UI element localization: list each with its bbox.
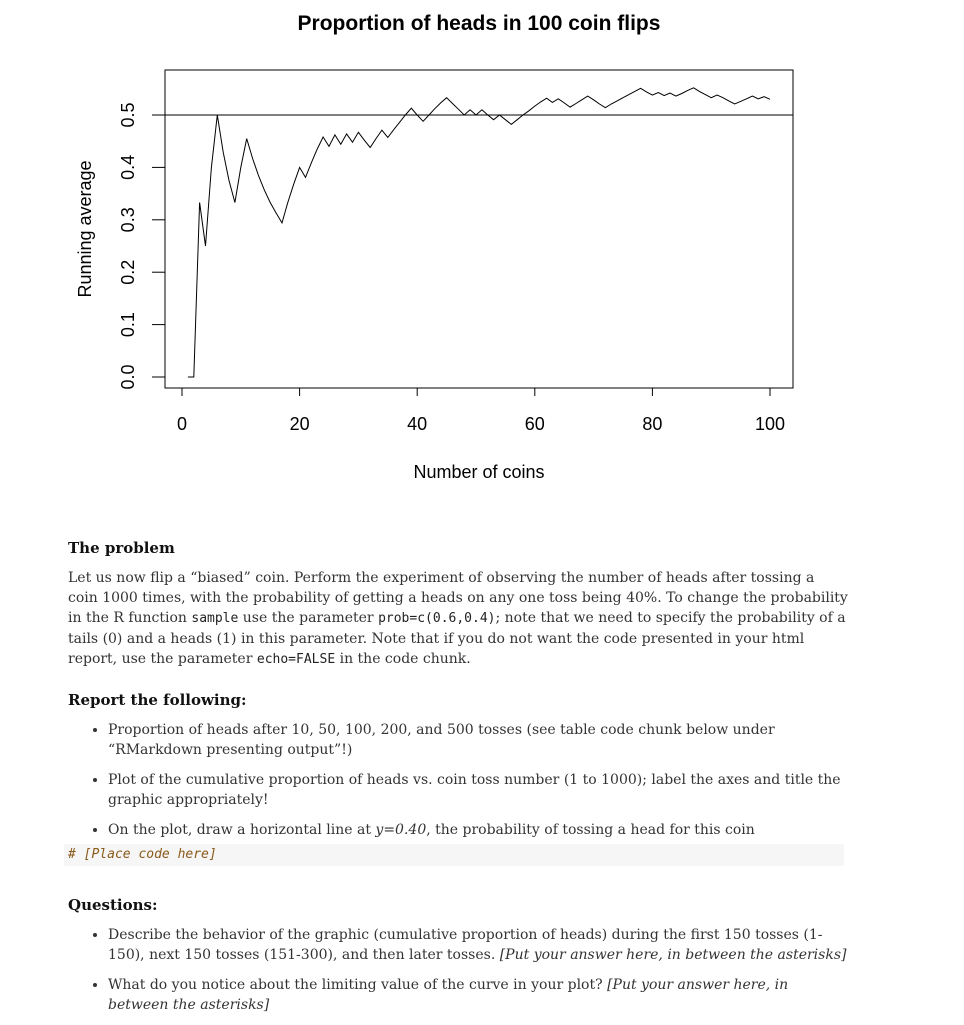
y-tick-label: 0.4 [118, 154, 138, 180]
answer-placeholder: [Put your answer here, in between the asterisks] [499, 947, 847, 963]
plot-frame [165, 70, 793, 388]
x-tick-label: 20 [289, 414, 310, 434]
coin-flip-chart [0, 0, 964, 500]
report-item: • Plot of the cumulative proportion of heads vs. coin toss number (1 to 1000); label the axes and title the graphic appropriately! [108, 770, 848, 810]
x-tick-label: 0 [176, 414, 188, 434]
x-tick-label: 40 [407, 414, 428, 434]
report-heading: Report the following: [68, 691, 247, 709]
questions-list [68, 925, 848, 1015]
y-tick-label: 0.2 [118, 259, 138, 285]
inline-code-echo: echo=FALSE [256, 652, 336, 667]
x-tick-label: 100 [754, 414, 786, 434]
y-tick-label: 0.1 [118, 312, 138, 338]
report-item: • On the plot, draw a horizontal line at y=0.40, the probability of tossing a head for this coin [108, 820, 848, 840]
questions-heading: Questions: [68, 896, 158, 914]
y-tick-label: 0.0 [118, 364, 138, 390]
y-tick-label: 0.5 [118, 102, 138, 128]
report-item: • Proportion of heads after 10, 50, 100, 200, and 500 tosses (see table code chunk below under “RMarkdown presenting output”!) [108, 720, 848, 760]
inline-code-sample: sample [191, 611, 239, 626]
question-item: • Describe the behavior of the graphic (cumulative proportion of heads) during the first 150 tosses (1-150), next 150 tosses (151-300), and then later tosses. [Put your answer here, in between the asterisks] [108, 925, 848, 965]
question-item: • What do you notice about the limiting value of the curve in your plot? [Put your answer here, in between the asterisks] [108, 975, 848, 1015]
problem-heading: The problem [68, 539, 175, 557]
code-chunk: # [Place code here] [64, 844, 844, 866]
answer-placeholder: [Put your answer here, in between the asterisks] [108, 977, 789, 1013]
problem-paragraph: Let us now flip a “biased” coin. Perform the experiment of observing the number of heads after tossing a coin 1000 times, with the probability of getting a heads on any one toss being 40%. To change the probability in the R function sample use the parameter prob=c(0.6,0.4); note that we need to specify the probability of a tails (0) and a heads (1) in this parameter. Note that if you do not want the code presented in your html report, use the parameter echo=FALSE in the code chunk. [68, 570, 848, 667]
running-average-line [188, 88, 770, 377]
report-list [68, 720, 848, 840]
x-tick-label: 60 [524, 414, 545, 434]
y-tick-label: 0.3 [118, 207, 138, 233]
x-tick-label: 80 [642, 414, 663, 434]
chart-title: Proportion of heads in 100 coin flips [297, 12, 661, 35]
x-axis-label: Number of coins [413, 462, 545, 482]
y-axis-label: Running average [75, 160, 95, 298]
math-y: y=0.40 [375, 822, 427, 838]
inline-code-prob: prob=c(0.6,0.4) [378, 611, 496, 626]
